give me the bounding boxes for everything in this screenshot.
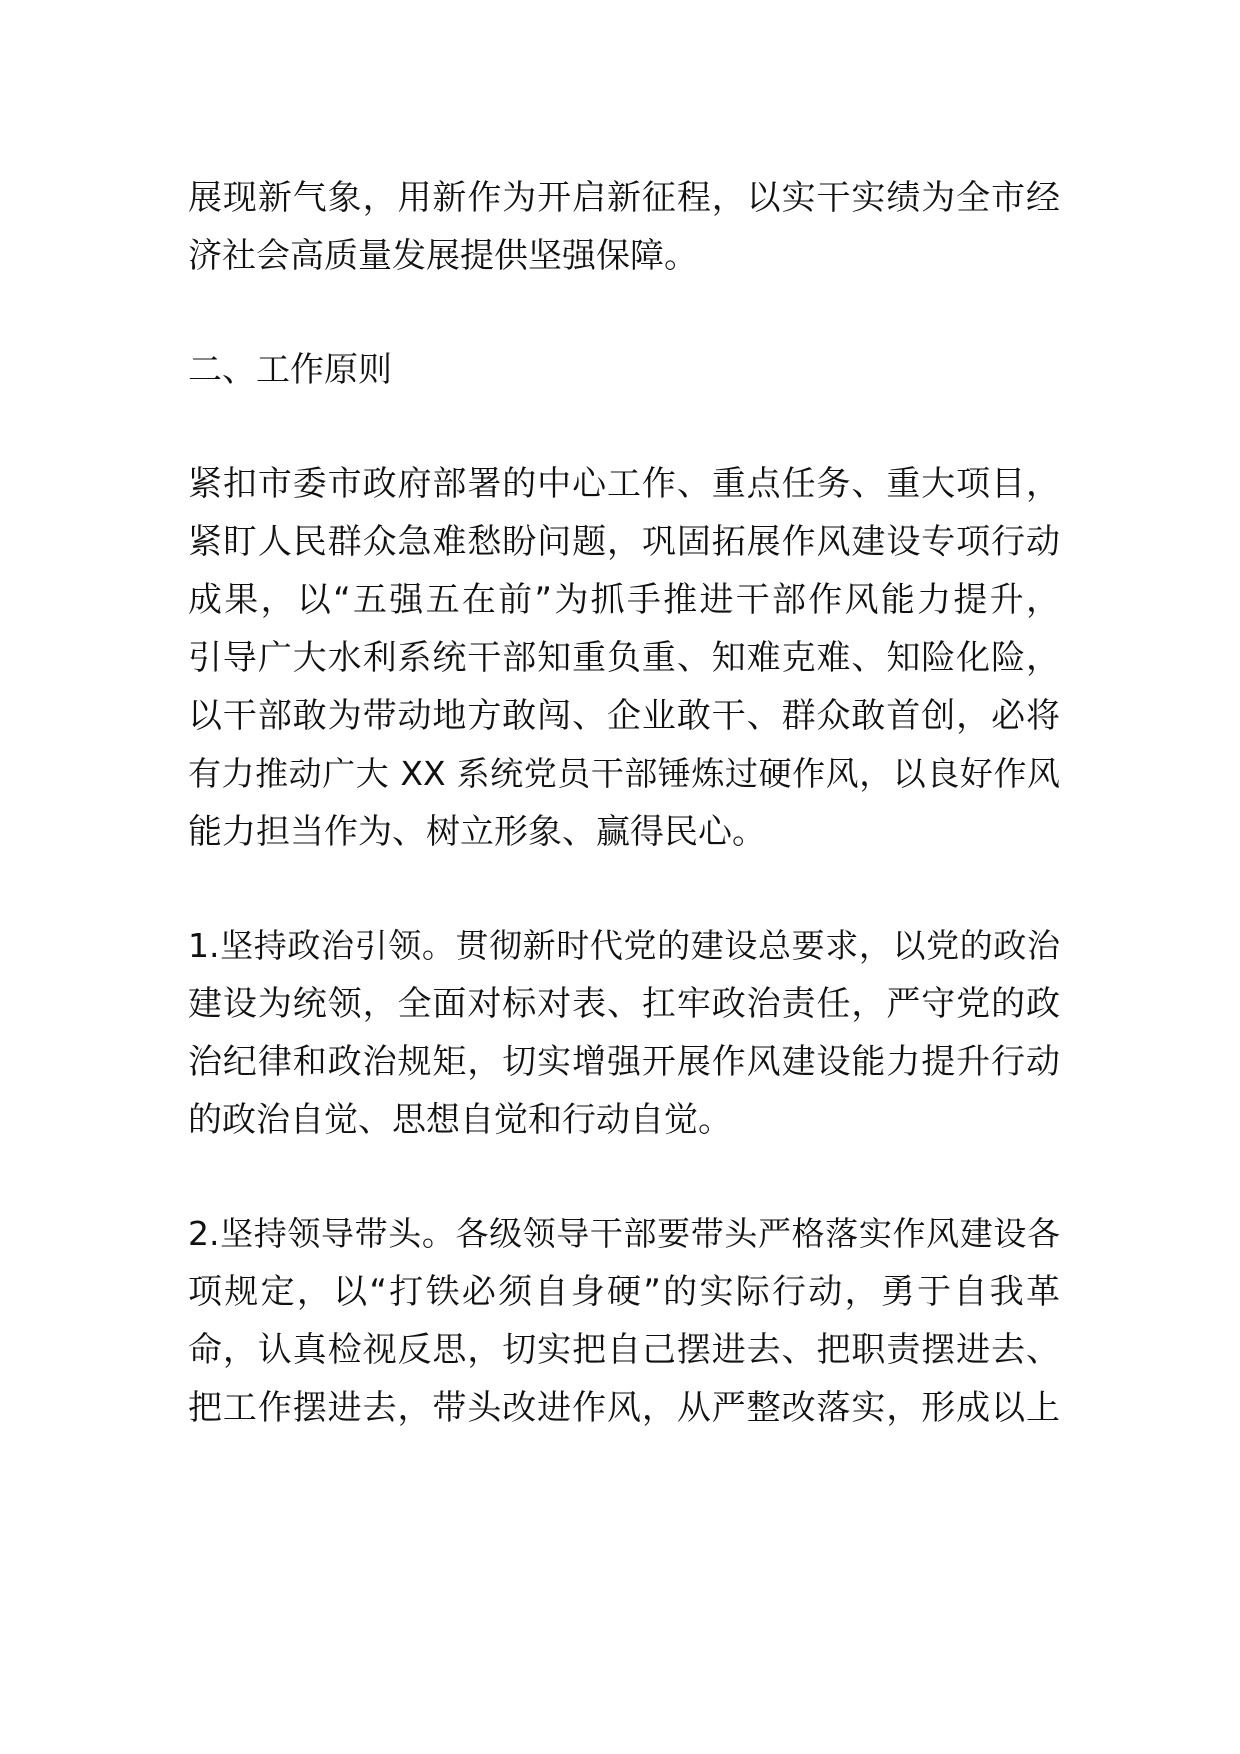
item1-line-2: 建设为统领，全面对标对表、扛牢政治责任，严守党的政	[188, 984, 1060, 1024]
principle-line-4: 引导广大水利系统干部知重负重、知难克难、知险化险，	[188, 638, 1060, 678]
item2-line-2: 项规定，以“打铁必须自身硬”的实际行动，勇于自我革	[188, 1272, 1060, 1312]
principle-line-3: 成果，以“五强五在前”为抓手推进干部作风能力提升，	[188, 580, 1060, 620]
principle-line-2: 紧盯人民群众急难愁盼问题，巩固拓展作风建设专项行动	[188, 522, 1060, 562]
principle-line-1: 紧扣市委市政府部署的中心工作、重点任务、重大项目，	[188, 464, 1060, 504]
section-heading: 二、工作原则	[188, 350, 392, 390]
intro-line-1: 展现新气象，用新作为开启新征程，以实干实绩为全市经	[188, 178, 1060, 218]
item2-line-3: 命，认真检视反思，切实把自己摆进去、把职责摆进去、	[188, 1330, 1060, 1370]
item1-line-1: 1.坚持政治引领。贯彻新时代党的建设总要求，以党的政治	[188, 926, 1060, 965]
item2-line-4: 把工作摆进去，带头改进作风，从严整改落实，形成以上	[188, 1388, 1060, 1428]
principle-line-6: 有力推动广大 XX 系统党员干部锤炼过硬作风，以良好作风	[188, 754, 1060, 793]
principle-line-5: 以干部敢为带动地方敢闯、企业敢干、群众敢首创，必将	[188, 696, 1060, 736]
principle-line-7: 能力担当作为、树立形象、赢得民心。	[188, 812, 766, 852]
item1-line-4: 的政治自觉、思想自觉和行动自觉。	[188, 1100, 732, 1140]
item1-line-3: 治纪律和政治规矩，切实增强开展作风建设能力提升行动	[188, 1042, 1060, 1082]
intro-line-2: 济社会高质量发展提供坚强保障。	[188, 236, 698, 276]
item2-line-1: 2.坚持领导带头。各级领导干部要带头严格落实作风建设各	[188, 1214, 1060, 1253]
